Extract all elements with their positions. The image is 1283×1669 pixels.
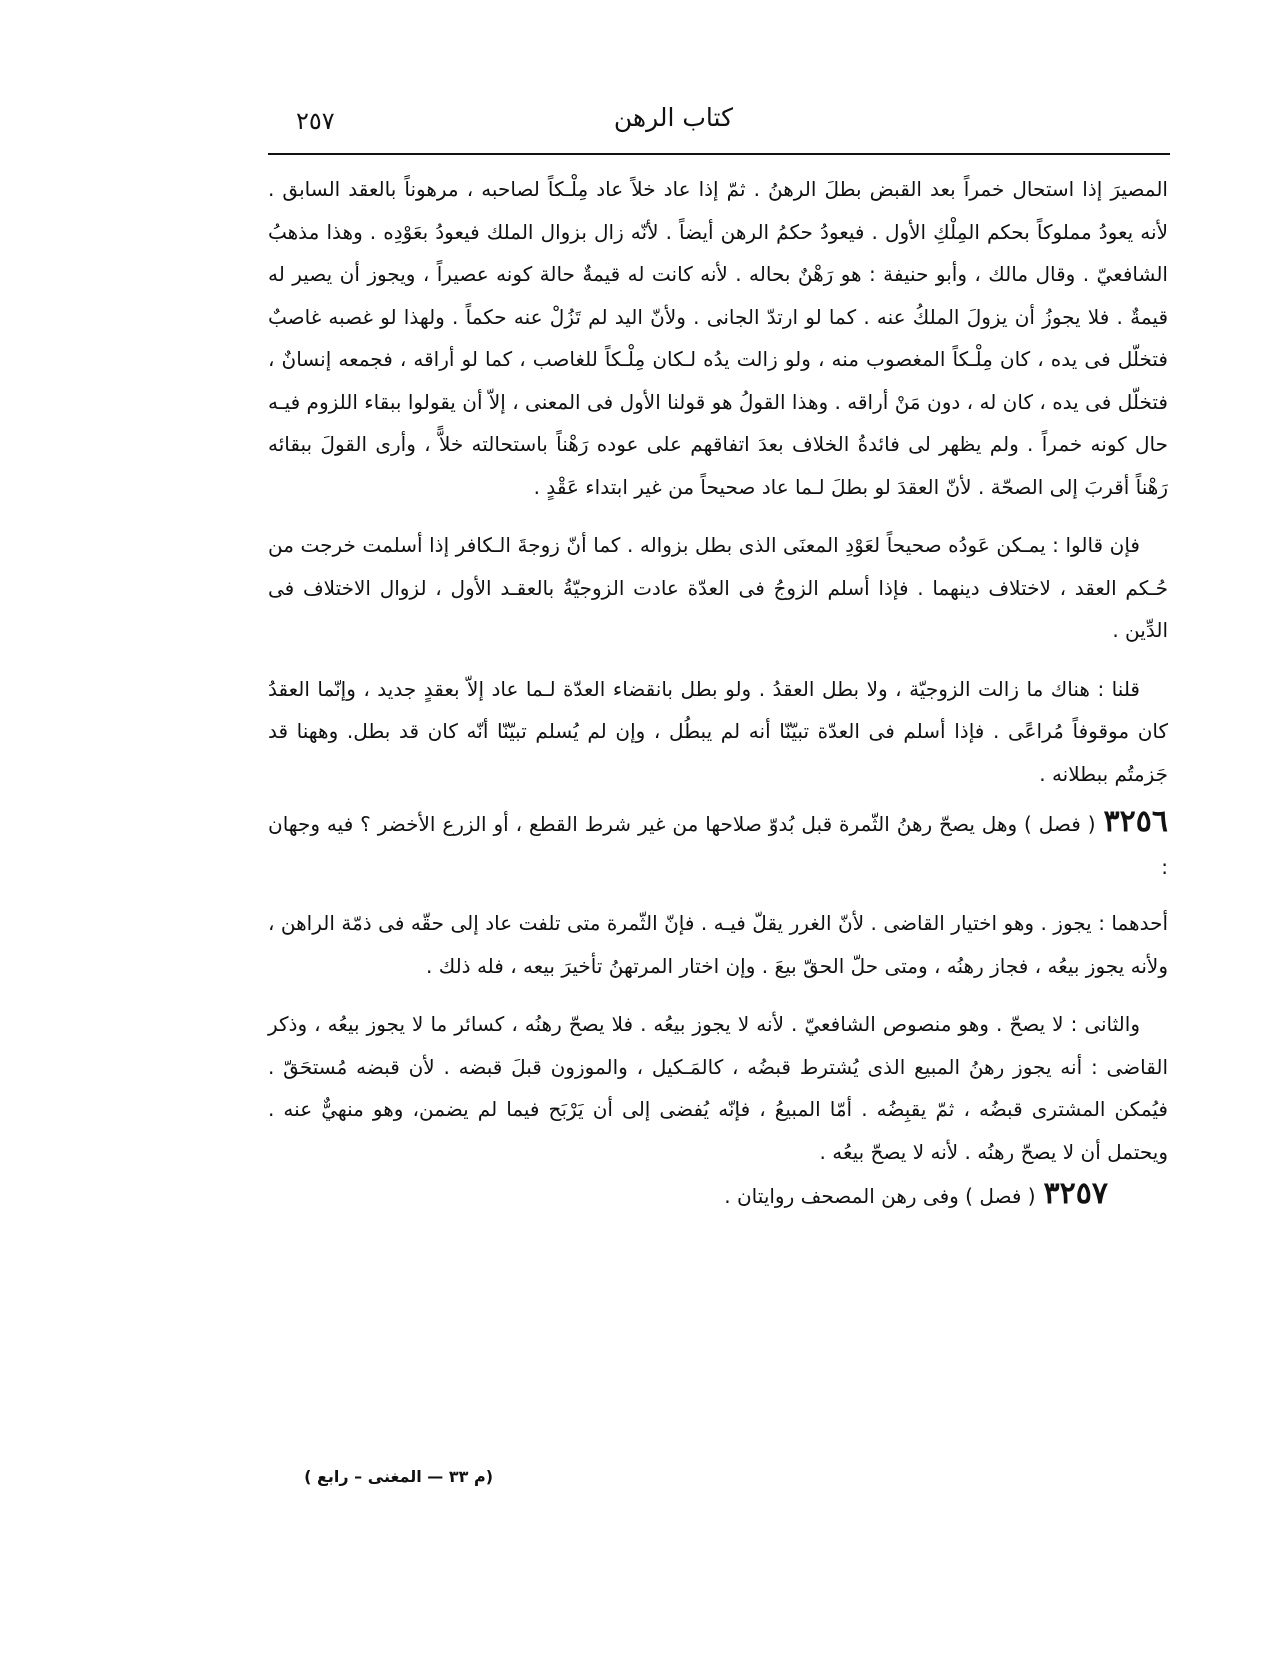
running-title: كتاب الرهن [613, 103, 733, 132]
paragraph-first-view: أحدهما : يجوز . وهو اختيار القاضى . لأنّ الغرر يقلّ فيـه . فإنّ الثّمرة متى تلفت عاد إلى حقّه فى ذمّة الراهن ، ولأنه يجوز بيعُه ، فجاز رهنُه ، ومتى حلّ الحقّ بيعَ . وإن اختار المرتهنُ تأخيرَ بيعه ، فله ذلك . [268, 911, 1168, 978]
section-text-3257: ( فصل ) وفى رهن المصحف روايتان . [724, 1184, 1036, 1208]
page-number: ٢٥٧ [296, 107, 335, 135]
section-3257 [268, 1173, 1168, 1218]
section-number-3256: ٣٢٥٦ [1103, 804, 1168, 839]
footer-signature: (م ٣٣ — المغنى – رابع ) [304, 1467, 493, 1486]
paragraph-3: قلنا : هناك ما زالت الزوجيّة ، ولا بطل العقدُ . ولو بطل بانقضاء العدّة لـما عاد إلاّ بعقدٍ جديد ، وإنّما العقدُ كان موقوفاً مُراعًى . فإذا أسلم فى العدّة تبيّنّا أنه لم يبطُل ، وإن لم يُسلم تبيّنّا أنّه كان قد بطل. وههنا قد جَزمتُم ببطلانه . [268, 676, 1168, 786]
section-3256 [268, 801, 1168, 888]
section-text-3256: ( فصل ) وهل يصحّ رهنُ الثّمرة قبل بُدوّ صلاحها من غير شرط القطع ، أو الزرع الأخضر ؟ فيه وجهان : [268, 812, 1168, 879]
main-text [268, 168, 1168, 1218]
section-number-3257: ٣٢٥٧ [1043, 1176, 1108, 1211]
paragraph-1: المصيرَ إذا استحال خمراً بعد القبض بطلَ الرهنُ . ثمّ إذا عاد خلاً عاد مِلْـكاً لصاحبه ، مرهوناً بالعقد السابق . لأنه يعودُ مملوكاً بحكم المِلْكِ الأول . فيعودُ حكمُ الرهن أيضاً . لأنّه زال بزوال الملك فيعودُ بعَوْدِه . وهذا مذهبُ الشافعيّ . وقال مالك ، وأبو حنيفة : هو رَهْنٌ بحاله . لأنه كانت له قيمةٌ حالة كونه عصيراً ، ويجوز أن يصير له قيمةٌ . فلا يجوزُ أن يزولَ الملكُ عنه . كما لو ارتدّ الجانى . ولأنّ اليد لم تَزُلْ عنه حكماً . ولهذا لو غصبه غاصبٌ فتخلّل فى يده ، كان مِلْـكاً المغصوب منه ، ولو زالت يدُه لـكان مِلْـكاً للغاصب ، كما لو أراقه ، فجمعه إنسانٌ ، فتخلّل فى يده ، كان له ، دون مَنْ أراقه . وهذا القولُ هو قولنا الأول فى المعنى ، إلاّ أن يقولوا ببقاء اللزوم فيـه حال كونه خمراً . ولم يظهر لى فائدةُ الخلاف بعدَ اتفاقهم على عوده رَهْناً باستحالته خلاًّ ، وأرى القولَ ببقائه رَهْناً أقربَ إلى الصحّة . لأنّ العقدَ لو بطلَ لـما عاد صحيحاً من غير ابتداء عَقْدٍ . [268, 177, 1168, 499]
page-header [268, 103, 1163, 143]
header-rule [268, 153, 1170, 155]
paragraph-2: فإن قالوا : يمـكن عَودُه صحيحاً لعَوْدِ المعنَى الذى بطل بزواله . كما أنّ زوجةَ الـكافر إذا أسلمت خرجت من حُـكم العقد ، لاختلاف دينهما . فإذا أسلم الزوجُ فى العدّة عادت الزوجيّةُ بالعقـد الأول ، لزوال الاختلاف فى الدِّين . [268, 533, 1168, 642]
paragraph-second-view: والثانى : لا يصحّ . وهو منصوص الشافعيّ . لأنه لا يجوز بيعُه . فلا يصحّ رهنُه ، كسائر ما لا يجوز بيعُه ، وذكر القاضى : أنه يجوز رهنُ المبيع الذى يُشترط قبضُه ، كالمَـكيل ، والموزون قبلَ قبضه . لأن قبضه مُستحَقّ . فيُمكن المشترى قبضُه ، ثمّ يقبِضُه . أمّا المبيعُ ، فإنّه يُفضى إلى أن يَرْبَح فيما لم يضمن، وهو منهيٌّ عنه . ويحتمل أن لا يصحّ رهنُه . لأنه لا يصحّ بيعُه . [268, 1012, 1168, 1164]
